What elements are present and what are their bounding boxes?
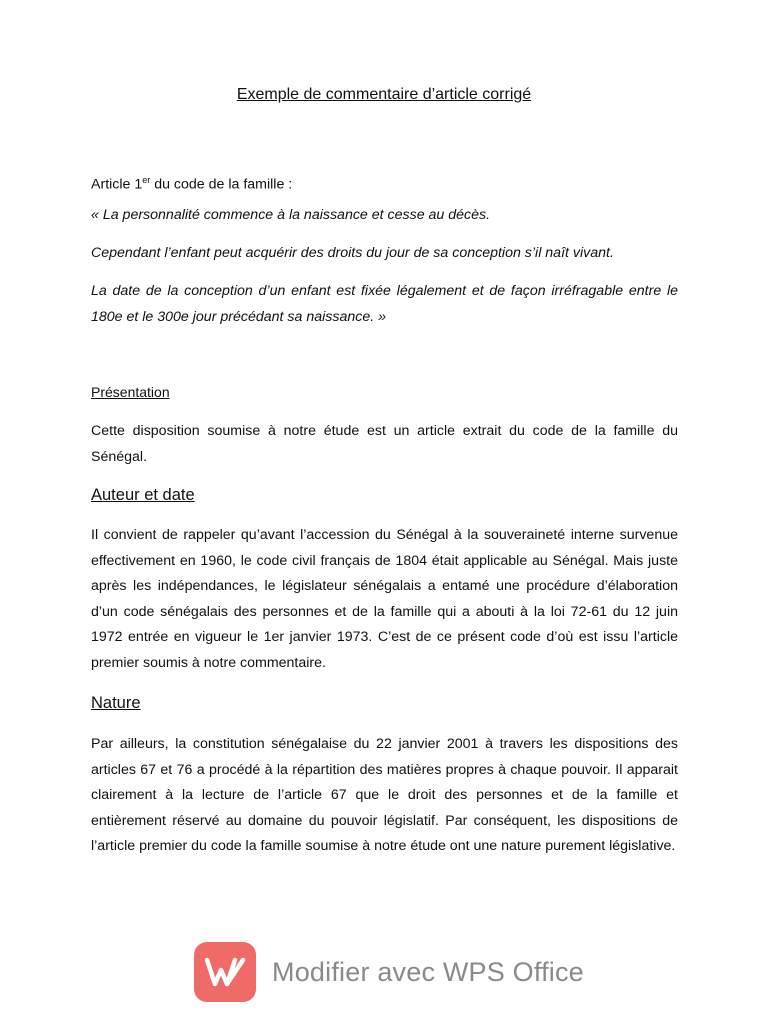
article-heading-superscript: er (142, 175, 151, 185)
wps-w-mark-icon (203, 955, 247, 989)
wps-edit-banner[interactable] (194, 942, 584, 1002)
document-title: Exemple de commentaire d’article corrigé (236, 86, 532, 103)
section-text-nature: Par ailleurs, la constitution sénégalaise du 22 janvier 2001 à travers les dispositions des articles 67 et 76 a procédé à la répartition des matières propres à chaque pouvoir. Il apparait clairement à la lecture de l’article 67 que le droit des personnes et de la famille et entièrement réservé au domaine du pouvoir législatif. Par conséquent, les dispositions de l’article premier du code la famille soumise à notre étude ont une nature purement législative. (91, 736, 678, 855)
quote-line-1: « La personnalité commence à la naissance et cesse au décès. (91, 207, 491, 223)
section-heading-auteur-et-date: Auteur et date (91, 486, 195, 504)
article-heading-suffix: du code de la famille : (150, 176, 293, 193)
section-heading-nature: Nature (91, 694, 141, 712)
section-heading-presentation: Présentation (91, 384, 170, 400)
section-text-presentation: Cette disposition soumise à notre étude est un article extrait du code de la famille du Sénégal. (91, 423, 678, 465)
wps-banner-text[interactable]: Modifier avec WPS Office (272, 956, 584, 987)
quote-line-3: La date de la conception d’un enfant est fixée légalement et de façon irréfragable entre le 180e et le 300e jour précédant sa naissance. » (91, 283, 678, 325)
section-text-auteur-et-date: Il convient de rappeler qu’avant l’accession du Sénégal à la souveraineté interne survenue effectivement en 1960, le code civil français de 1804 était applicable au Sénégal. Mais juste après les indépendances, le législateur sénégalais a entamé une procédure d’élaboration d’un code sénégalais des personnes et de la famille qui a abouti à la loi 72-61 du 12 juin 1972 entrée en vigueur le 1er janvier 1973. C’est de ce présent code d’où est issu l’article premier soumis à notre commentaire. (91, 527, 678, 671)
article-heading (91, 168, 678, 198)
wps-logo-icon[interactable] (194, 942, 256, 1002)
article-heading-prefix: Article 1 (91, 176, 143, 193)
quote-line-2: Cependant l’enfant peut acquérir des droits du jour de sa conception s’il naît vivant. (91, 245, 614, 261)
